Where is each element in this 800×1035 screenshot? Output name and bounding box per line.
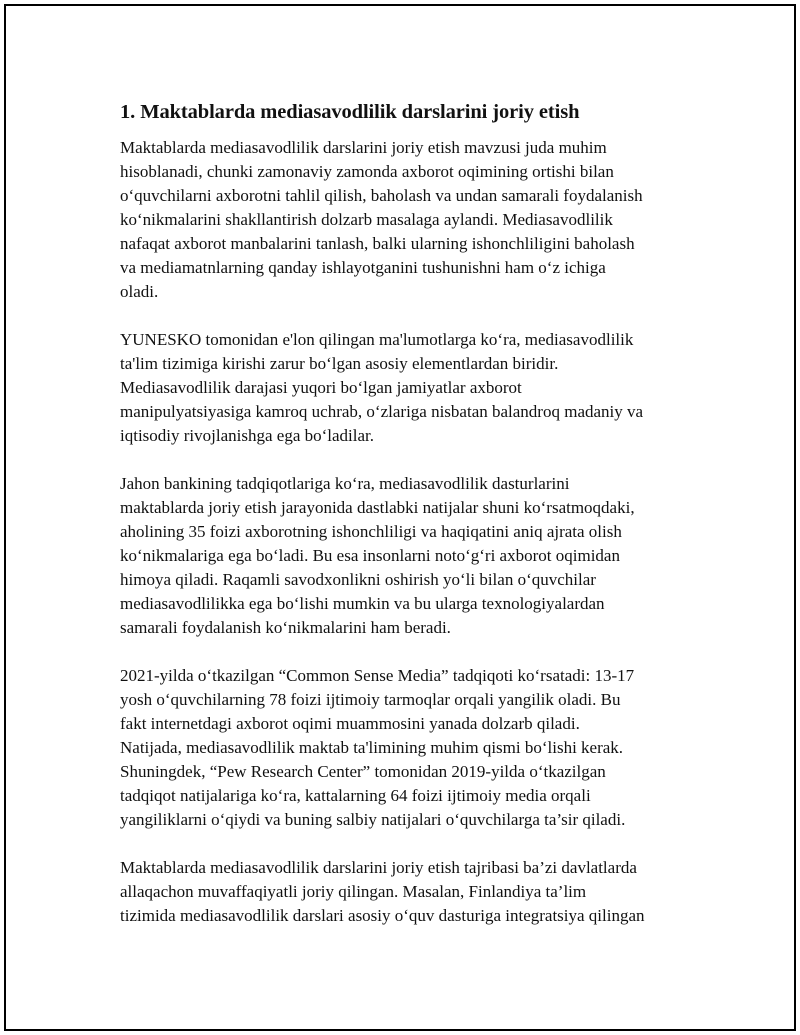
text-line: hisoblanadi, chunki zamonaviy zamonda axborot oqimining ortishi bilan xyxy=(120,162,614,181)
text-line: samarali foydalanish koʻnikmalarini ham beradi. xyxy=(120,618,451,637)
text-line: fakt internetdagi axborot oqimi muammosini yanada dolzarb qiladi. xyxy=(120,714,580,733)
section-heading: 1. Maktablarda mediasavodlilik darslarini joriy etish xyxy=(120,101,580,123)
text-line: Jahon bankining tadqiqotlariga koʻra, mediasavodlilik dasturlarini xyxy=(120,474,570,493)
text-line: Maktablarda mediasavodlilik darslarini joriy etish mavzusi juda muhim xyxy=(120,138,607,157)
text-line: Shuningdek, “Pew Research Center” tomonidan 2019-yilda oʻtkazilgan xyxy=(120,762,606,781)
text-line: yangiliklarni oʻqiydi va buning salbiy natijalari oʻquvchilarga ta’sir qiladi. xyxy=(120,810,626,829)
text-line: yosh oʻquvchilarning 78 foizi ijtimoiy tarmoqlar orqali yangilik oladi. Bu xyxy=(120,690,621,709)
document-body xyxy=(120,98,700,952)
text-line: YUNESKO tomonidan e'lon qilingan ma'lumotlarga koʻra, mediasavodlilik xyxy=(120,330,634,349)
paragraph-1 xyxy=(120,136,700,304)
paragraph-4 xyxy=(120,664,700,832)
paragraph-5 xyxy=(120,856,700,928)
text-line: nafaqat axborot manbalarini tanlash, balki ularning ishonchliligini baholash xyxy=(120,234,635,253)
text-line: mediasavodlilikka ega boʻlishi mumkin va bu ularga texnologiyalardan xyxy=(120,594,605,613)
text-line: oʻquvchilarni axborotni tahlil qilish, baholash va undan samarali foydalanish xyxy=(120,186,643,205)
text-line: ta'lim tizimiga kirishi zarur boʻlgan asosiy elementlardan biridir. xyxy=(120,354,559,373)
text-line: tizimida mediasavodlilik darslari asosiy oʻquv dasturiga integratsiya qilingan xyxy=(120,906,645,925)
text-line: aholining 35 foizi axborotning ishonchliligi va haqiqatini aniq ajrata olish xyxy=(120,522,622,541)
paragraph-3 xyxy=(120,472,700,640)
text-line: Maktablarda mediasavodlilik darslarini joriy etish tajribasi ba’zi davlatlarda xyxy=(120,858,637,877)
text-line: 2021-yilda oʻtkazilgan “Common Sense Media” tadqiqoti koʻrsatadi: 13-17 xyxy=(120,666,635,685)
text-line: allaqachon muvaffaqiyatli joriy qilingan. Masalan, Finlandiya ta’lim xyxy=(120,882,587,901)
text-line: Mediasavodlilik darajasi yuqori boʻlgan jamiyatlar axborot xyxy=(120,378,522,397)
page-frame xyxy=(4,4,796,1031)
text-line: Natijada, mediasavodlilik maktab ta'limining muhim qismi boʻlishi kerak. xyxy=(120,738,624,757)
text-line: oladi. xyxy=(120,282,159,301)
paragraph-2 xyxy=(120,328,700,448)
text-line: tadqiqot natijalariga koʻra, kattalarning 64 foizi ijtimoiy media orqali xyxy=(120,786,591,805)
text-line: maktablarda joriy etish jarayonida dastlabki natijalar shuni koʻrsatmoqdaki, xyxy=(120,498,635,517)
text-line: va mediamatnlarning qanday ishlayotganini tushunishni ham oʻz ichiga xyxy=(120,258,606,277)
text-line: himoya qiladi. Raqamli savodxonlikni oshirish yoʻli bilan oʻquvchilar xyxy=(120,570,596,589)
text-line: koʻnikmalariga ega boʻladi. Bu esa insonlarni notoʻgʻri axborot oqimidan xyxy=(120,546,620,565)
text-line: manipulyatsiyasiga kamroq uchrab, oʻzlariga nisbatan balandroq madaniy va xyxy=(120,402,644,421)
text-line: iqtisodiy rivojlanishga ega boʻladilar. xyxy=(120,426,375,445)
text-line: koʻnikmalarini shakllantirish dolzarb masalaga aylandi. Mediasavodlilik xyxy=(120,210,613,229)
